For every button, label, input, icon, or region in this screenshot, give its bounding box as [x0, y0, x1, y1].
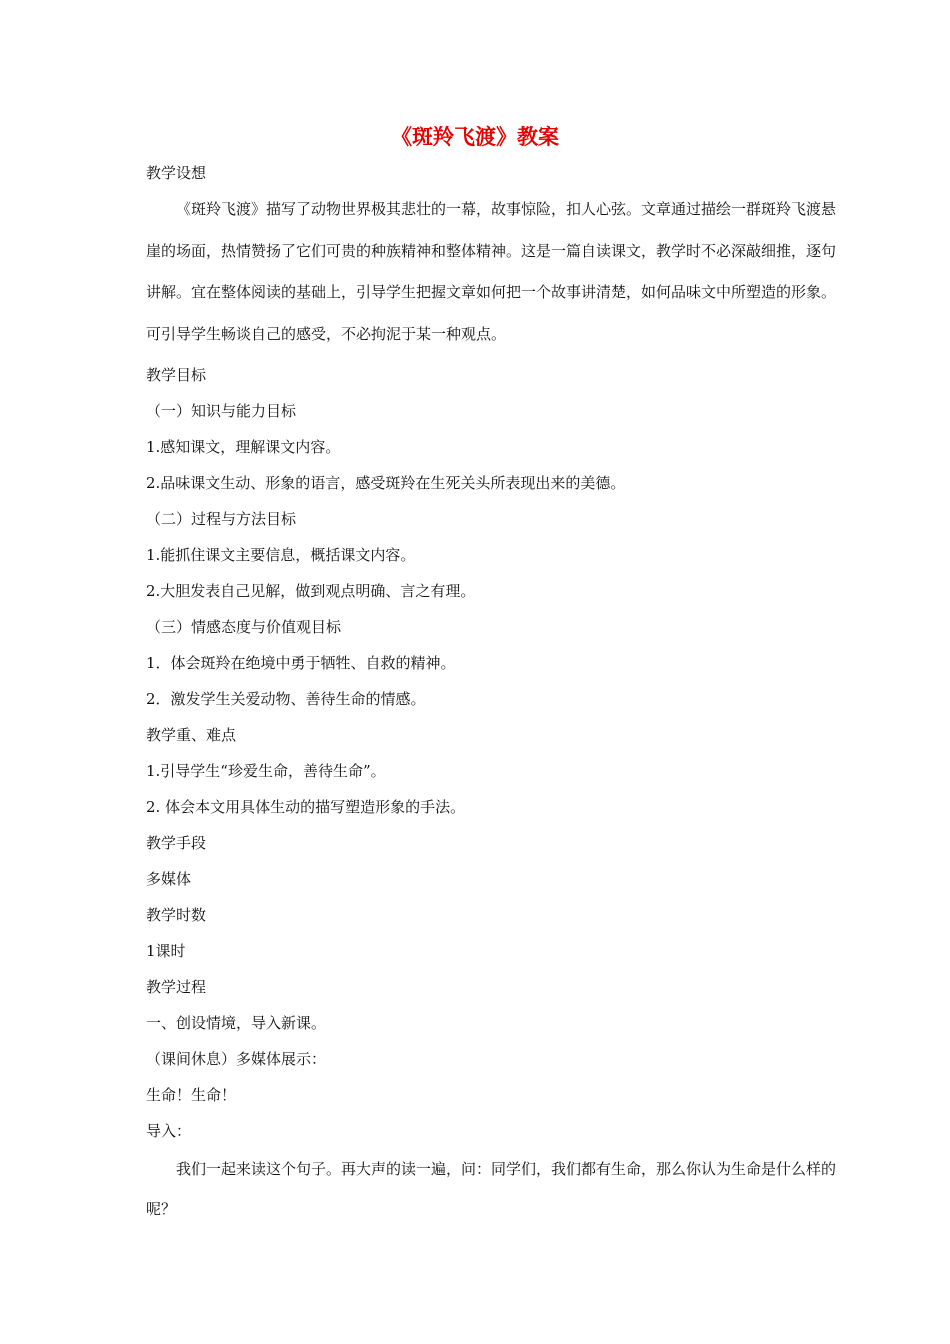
list-item: 1．体会斑羚在绝境中勇于牺牲、自救的精神。	[146, 654, 456, 672]
media-text: 生命！生命！	[146, 1086, 237, 1104]
list-item: 1.能抓住课文主要信息，概括课文内容。	[146, 546, 416, 564]
media-show-label: （课间休息）多媒体展示：	[146, 1050, 327, 1068]
list-item: 2．激发学生关爱动物、善待生命的情感。	[146, 690, 426, 708]
list-item: 1.感知课文，理解课文内容。	[146, 438, 341, 456]
paragraph-intro: 我们一起来读这个句子。再大声的读一遍，问：同学们，我们都有生命，那么你认为生命是什么样的呢？	[146, 1160, 837, 1218]
section-heading-hours: 教学时数	[146, 906, 207, 924]
document-body	[146, 155, 836, 1229]
list-item: 1.引导学生“珍爱生命，善待生命”。	[146, 762, 386, 780]
subheading-goal-3: （三）情感态度与价值观目标	[146, 618, 342, 636]
section-heading-means: 教学手段	[146, 834, 207, 852]
document-title: 《斑羚飞渡》教案	[391, 124, 559, 149]
list-item: 2. 体会本文用具体生动的描写塑造形象的手法。	[146, 798, 466, 816]
section-heading-key-points: 教学重、难点	[146, 726, 237, 744]
process-step-1: 一、创设情境，导入新课。	[146, 1014, 327, 1032]
intro-label: 导入：	[146, 1122, 192, 1140]
section-heading-design: 教学设想	[146, 164, 207, 182]
hours-value: 1课时	[146, 942, 186, 960]
list-item: 2.品味课文生动、形象的语言，感受斑羚在生死关头所表现出来的美德。	[146, 474, 626, 492]
subheading-goal-2: （二）过程与方法目标	[146, 510, 297, 528]
means-value: 多媒体	[146, 870, 192, 888]
paragraph-design: 《斑羚飞渡》描写了动物世界极其悲壮的一幕，故事惊险，扣人心弦。文章通过描绘一群斑羚飞渡悬崖的场面，热情赞扬了它们可贵的种族精神和整体精神。这是一篇自读课文，教学时不必深敲细推，逐句讲解。宜在整体阅读的基础上，引导学生把握文章如何把一个故事讲清楚，如何品味文中所塑造的形象。可引导学生畅谈自己的感受，不必拘泥于某一种观点。	[146, 200, 837, 343]
section-heading-goals: 教学目标	[146, 366, 207, 384]
list-item: 2.大胆发表自己见解，做到观点明确、言之有理。	[146, 582, 476, 600]
section-heading-process: 教学过程	[146, 978, 207, 996]
subheading-goal-1: （一）知识与能力目标	[146, 402, 297, 420]
